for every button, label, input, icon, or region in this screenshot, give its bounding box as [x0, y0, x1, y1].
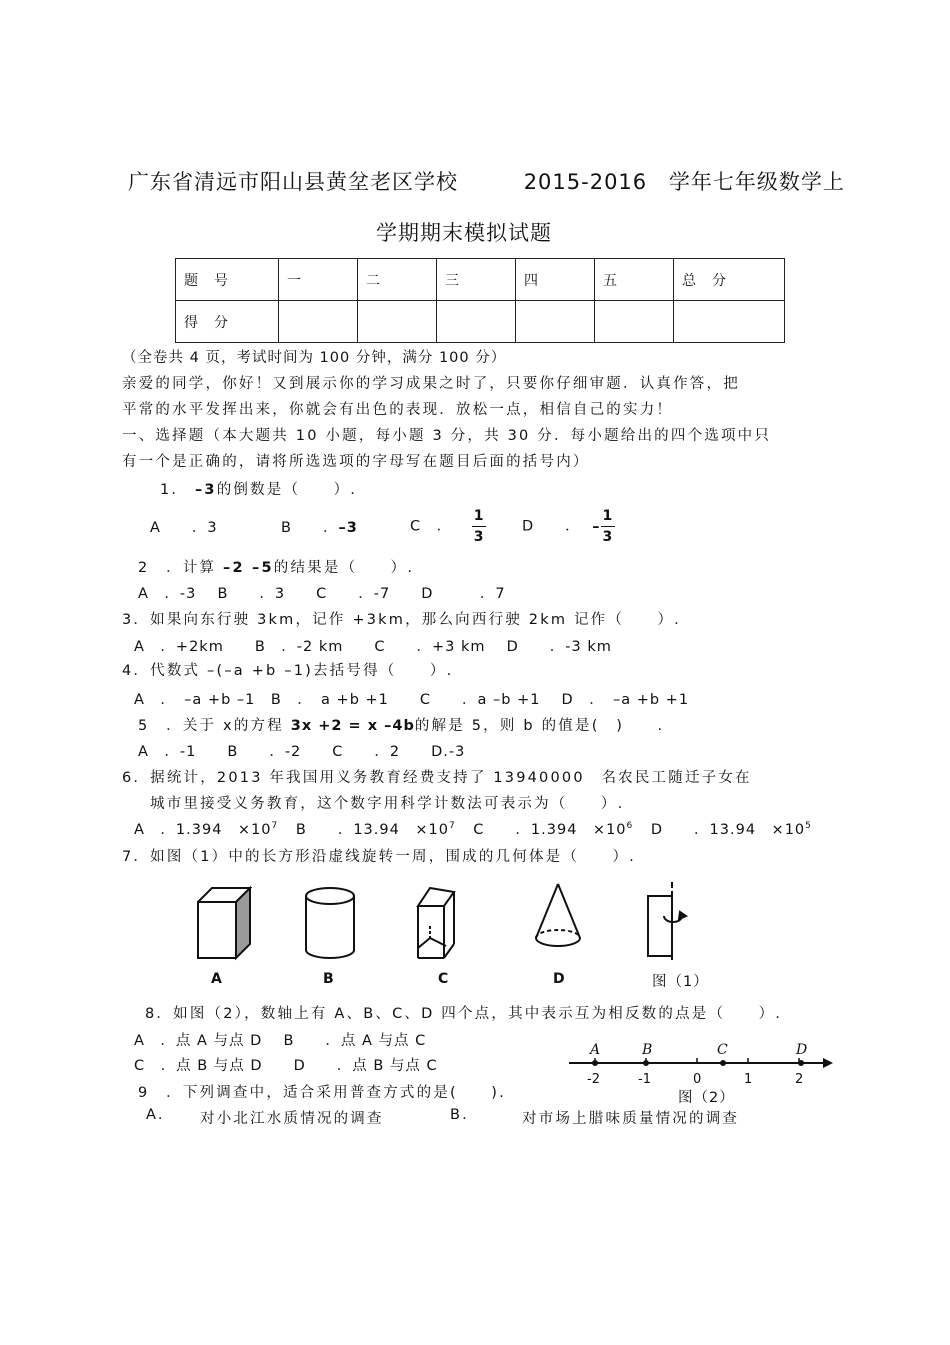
cylinder-shape: [306, 888, 354, 958]
q9-option-a-letter: A.: [146, 1107, 165, 1123]
section-heading-1: 一、选择题（本大题共 10 小题，每小题 3 分，共 30 分．每小题给出的四个选项中只: [122, 428, 772, 444]
q1-option-a: A ．3: [150, 520, 218, 536]
point-a: [592, 1060, 598, 1066]
q6-option-a-exp: 7: [271, 821, 279, 832]
q9-option-a-text: 对小北江水质情况的调查: [200, 1111, 384, 1127]
title-line-1: [128, 166, 845, 196]
score-row-label: 得 分: [176, 301, 279, 343]
cuboid-shape: [198, 888, 250, 958]
q1-number: 1．: [160, 482, 189, 498]
score-table: [175, 258, 785, 343]
q4-options: A ． –a +b –1 B ． a +b +1 C ．a –b +1 D ． –a +b +1: [134, 692, 690, 708]
fraction-denominator: 3: [602, 529, 614, 545]
q5-text-2: 的解是 5，则 b 的值是( ) .: [414, 718, 665, 734]
score-header-cell: 总 分: [674, 259, 785, 301]
q5-options: A ．-1 B ．-2 C ．2 D.-3: [138, 744, 466, 760]
point-c: [720, 1060, 726, 1066]
fraction-numerator: 1: [472, 506, 487, 527]
q1-option-b-label: B ．: [281, 520, 339, 536]
score-header-cell: 三: [437, 259, 516, 301]
title-line-2: 学期期末模拟试题: [376, 221, 552, 245]
score-input-cell[interactable]: [674, 301, 785, 343]
q1-text: 的倒数是（ ）.: [216, 482, 358, 498]
q8-options-cd: C ．点 B 与点 D D ．点 B 与点 C: [134, 1058, 438, 1074]
q1-expression: –3: [194, 482, 217, 498]
tick-label: -1: [638, 1072, 651, 1087]
exam-note: （全卷共 4 页，考试时间为 100 分钟，满分 100 分）: [122, 350, 507, 366]
point-b: [643, 1060, 649, 1066]
score-header-cell: 一: [279, 259, 358, 301]
q2-expression: –2 –5: [223, 560, 274, 576]
greeting-line-2: 平常的水平发挥出来，你就会有出色的表现．放松一点，相信自己的实力！: [122, 402, 674, 418]
q1-option-d-sign: –: [592, 518, 601, 535]
axis-arrow-icon: [823, 1058, 833, 1068]
q6-option-c: C ．1.394 ×10: [473, 822, 627, 838]
figure-label-d: D: [553, 971, 565, 987]
score-table-row: [176, 301, 785, 343]
score-table-header: [176, 259, 785, 301]
point-d: [798, 1060, 804, 1066]
rotation-figure: [648, 882, 686, 962]
q2-number: 2 ．计算: [138, 560, 217, 576]
score-header-cell: 四: [516, 259, 595, 301]
question-6-line-1: 6．据统计，2013 年我国用义务教育经费支持了 13940000 名农民工随迁子女在: [122, 770, 752, 786]
question-5-stem: [138, 714, 664, 735]
q4-text: 去括号得（ ）.: [313, 663, 454, 679]
q4-number: 4．代数式: [122, 663, 201, 679]
q3-options: A ．+2km B ．-2 km C ．+3 km D ．-3 km: [134, 639, 612, 655]
question-6-line-2: 城市里接受义务教育，这个数字用科学计数法可表示为（ ）.: [150, 796, 625, 812]
question-3-stem: 3．如果向东行驶 3km，记作 +3km，那么向西行驶 2km 记作（ ）.: [122, 612, 681, 628]
q6-option-d-exp: 5: [805, 821, 812, 832]
tick-label: -2: [587, 1072, 600, 1087]
question-8-stem: 8．如图（2），数轴上有 A、B、C、D 四个点，其中表示互为相反数的点是（ ）.: [145, 1006, 783, 1022]
q5-text-1: 的方程: [233, 718, 284, 734]
q5-equation: 3x +2 = x –4b: [290, 718, 415, 734]
question-9-stem: 9 ．下列调查中，适合采用普查方式的是( ).: [138, 1085, 506, 1101]
q1-option-d: [522, 506, 615, 547]
score-input-cell[interactable]: [516, 301, 595, 343]
fraction-numerator: 1: [601, 506, 616, 527]
q1-fraction-c: [472, 506, 487, 547]
q2-text: 的结果是（ ）.: [273, 560, 415, 576]
question-4-stem: [122, 659, 453, 680]
q6-option-b-exp: 7: [448, 821, 456, 832]
point-label-b: B: [642, 1042, 653, 1058]
section-heading-2: 有一个是正确的，请将所选选项的字母写在题目后面的括号内）: [122, 454, 590, 470]
figure-label-b: B: [323, 971, 334, 987]
point-label-c: C: [717, 1042, 728, 1058]
figure-1-caption: 图（1）: [652, 974, 709, 990]
cone-shape: [536, 884, 580, 946]
number-line-figure: [565, 1038, 835, 1088]
q4-expression: –(–a +b –1): [207, 663, 313, 679]
q9-option-b-text: 对市场上腊味质量情况的调查: [522, 1111, 740, 1127]
figure-1-solids: [190, 882, 690, 962]
score-input-cell[interactable]: [279, 301, 358, 343]
question-1-stem: [160, 478, 357, 499]
q1-option-c: [410, 506, 486, 547]
q1-option-b: [281, 516, 358, 537]
prism-shape: [418, 888, 454, 958]
question-2-stem: [138, 556, 414, 577]
q9-option-b-letter: B.: [450, 1107, 469, 1123]
title-year: 2015-2016: [523, 170, 648, 194]
tick-label: 2: [795, 1072, 804, 1087]
q6-options: [134, 818, 812, 839]
title-grade: 学年七年级数学上: [668, 170, 845, 194]
fraction-denominator: 3: [473, 529, 485, 545]
figure-2-caption: 图（2）: [678, 1090, 735, 1106]
tick-label: 0: [693, 1072, 702, 1087]
point-label-a: A: [590, 1042, 601, 1058]
q8-options-ab: A ．点 A 与点 D B ．点 A 与点 C: [134, 1033, 427, 1049]
score-input-cell[interactable]: [595, 301, 674, 343]
q2-options: A ．-3 B ．3 C ．-7 D ．7: [138, 586, 506, 602]
score-header-cell: 二: [358, 259, 437, 301]
q1-fraction-d: [601, 506, 616, 547]
figure-label-c: C: [438, 971, 449, 987]
title-school: 广东省清远市阳山县黄坌老区学校: [128, 170, 458, 194]
q6-option-d: D ．13.94 ×10: [650, 822, 806, 838]
q6-option-b: B ．13.94 ×10: [295, 822, 449, 838]
tick-label: 1: [744, 1072, 753, 1087]
q6-option-c-exp: 6: [626, 821, 634, 832]
q1-option-d-label: D ．: [522, 518, 581, 535]
score-input-cell[interactable]: [437, 301, 516, 343]
score-input-cell[interactable]: [358, 301, 437, 343]
figure-label-a: A: [211, 971, 222, 987]
q5-variable: x: [223, 718, 234, 734]
greeting-line-1: 亲爱的同学，你好！又到展示你的学习成果之时了，只要你仔细审题．认真作答，把: [122, 376, 740, 392]
q1-option-c-label: C ．: [410, 518, 453, 535]
q1-option-b-value: –3: [338, 520, 358, 536]
q6-option-a: A ．1.394 ×10: [134, 822, 272, 838]
score-header-cell: 题 号: [176, 259, 279, 301]
point-label-d: D: [796, 1042, 808, 1058]
q5-number: 5 ．关于: [138, 718, 217, 734]
score-header-cell: 五: [595, 259, 674, 301]
question-7-stem: 7．如图（1）中的长方形沿虚线旋转一周，围成的几何体是（ ）.: [122, 849, 636, 865]
